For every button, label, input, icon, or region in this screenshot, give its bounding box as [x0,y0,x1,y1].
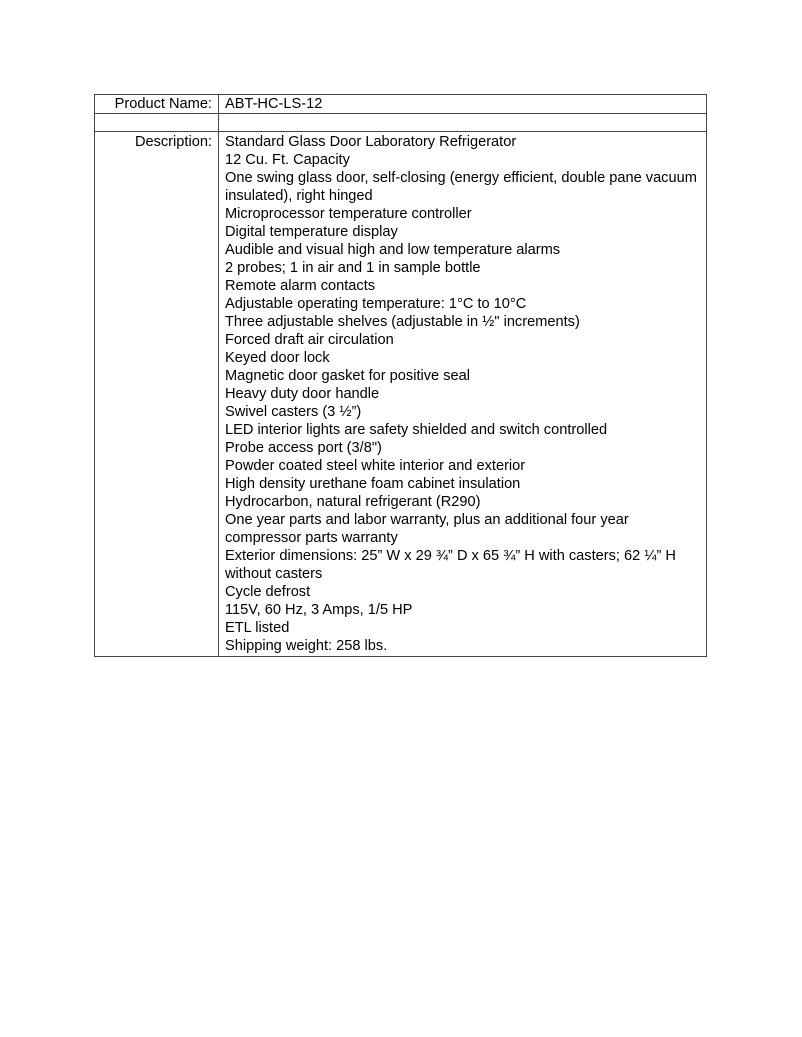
empty-row [95,114,707,132]
description-item: One year parts and labor warranty, plus an additional four year compressor parts warranty [225,512,629,546]
description-item: ETL listed [225,620,290,636]
description-item: Digital temperature display [225,224,398,240]
description-list [219,132,707,657]
description-item: Cycle defrost [225,584,311,600]
description-row [95,132,707,657]
product-name-label: Product Name: [95,95,219,114]
description-item: Audible and visual high and low temperature alarms [225,242,561,258]
description-item: Three adjustable shelves (adjustable in ½" increments) [225,314,580,330]
description-item: Swivel casters (3 ½”) [225,404,362,420]
description-item: One swing glass door, self-closing (energy efficient, double pane vacuum insulated), right hinged [225,170,697,204]
empty-cell [219,114,707,132]
description-item: Keyed door lock [225,350,330,366]
description-item: Magnetic door gasket for positive seal [225,368,470,384]
description-item: 115V, 60 Hz, 3 Amps, 1/5 HP [225,602,413,618]
description-item: Adjustable operating temperature: 1°C to 10°C [225,296,527,312]
description-item: 12 Cu. Ft. Capacity [225,152,350,168]
description-item: Hydrocarbon, natural refrigerant (R290) [225,494,481,510]
product-name-value: ABT-HC-LS-12 [219,95,707,114]
product-spec-table [94,94,707,657]
description-item: Powder coated steel white interior and exterior [225,458,526,474]
description-item: High density urethane foam cabinet insulation [225,476,521,492]
description-item: Probe access port (3/8") [225,440,382,456]
description-item: Standard Glass Door Laboratory Refrigerator [225,134,517,150]
description-item: Heavy duty door handle [225,386,380,402]
description-item: Shipping weight: 258 lbs. [225,638,388,654]
product-name-row [95,95,707,114]
empty-cell [95,114,219,132]
description-item: Microprocessor temperature controller [225,206,472,222]
description-label: Description: [95,132,219,657]
description-item: Remote alarm contacts [225,278,376,294]
description-item: 2 probes; 1 in air and 1 in sample bottle [225,260,481,276]
description-item: Exterior dimensions: 25” W x 29 ¾” D x 65 ¾” H with casters; 62 ¼” H without casters [225,548,676,582]
description-item: LED interior lights are safety shielded and switch controlled [225,422,608,438]
description-item: Forced draft air circulation [225,332,394,348]
